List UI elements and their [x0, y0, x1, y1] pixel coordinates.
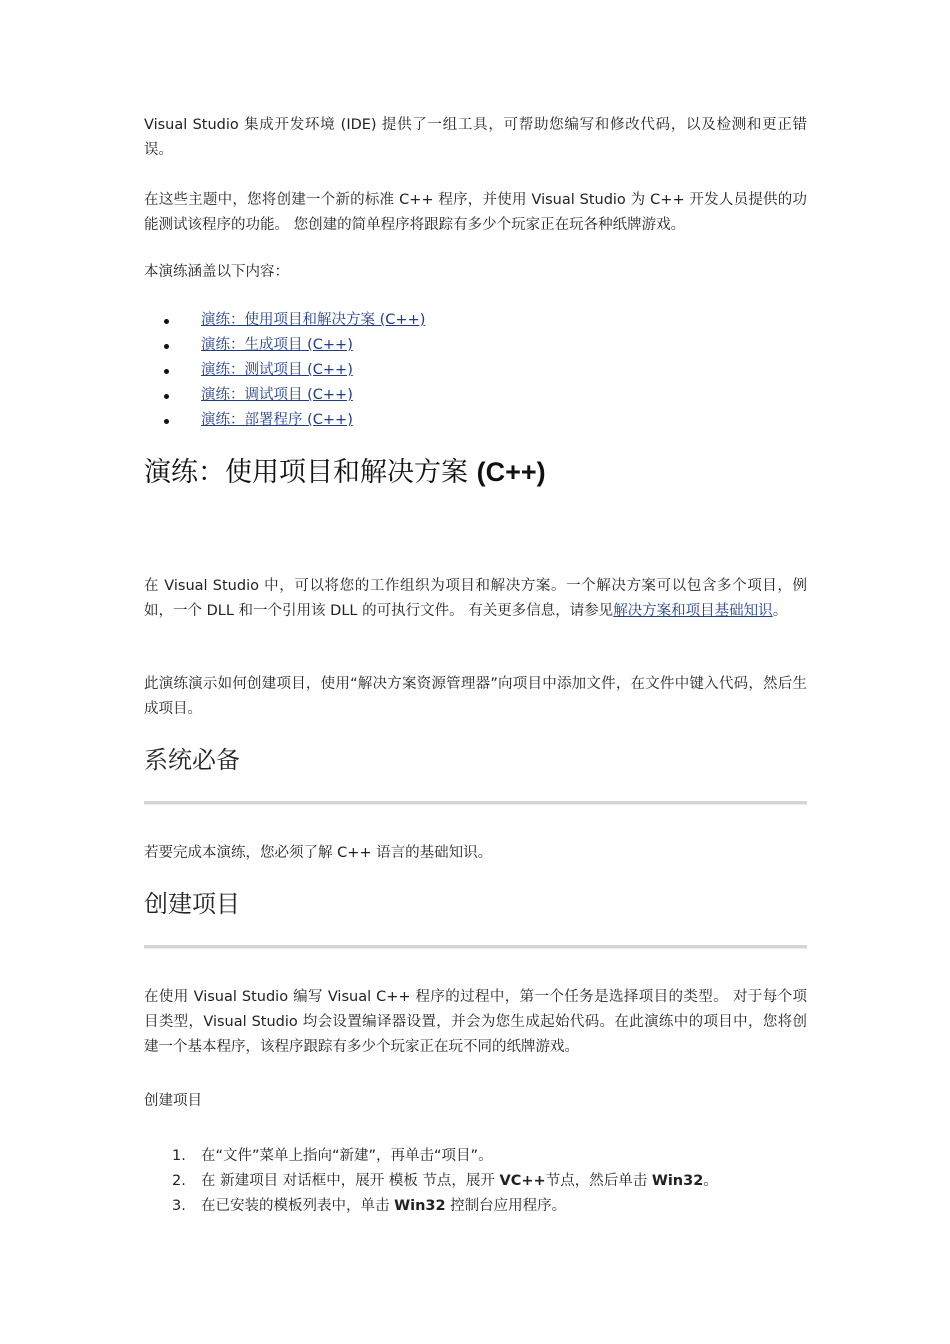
section-paragraph-2: 此演练演示如何创建项目，使用“解决方案资源管理器”向项目中添加文件，在文件中键入代码，然后生成项目。 [144, 676, 807, 717]
section-title-main: 演练：使用项目和解决方案 [144, 457, 468, 488]
bullet-icon [164, 394, 169, 399]
step-number: 1. [172, 1148, 186, 1164]
toc-link-projects-solutions[interactable]: 演练：使用项目和解决方案 (C++) [201, 312, 426, 328]
solutions-basics-link[interactable]: 解决方案和项目基础知识 [613, 603, 773, 619]
create-subheading: 创建项目 [144, 1093, 202, 1109]
divider [144, 801, 807, 805]
intro-paragraph-2: 在这些主题中，您将创建一个新的标准 C++ 程序，并使用 Visual Studio 为 C++ 开发人员提供的功能测试该程序的功能。 您创建的简单程序将跟踪有多少个玩家正在玩各种纸牌游戏。 [144, 192, 807, 233]
step-number: 2. [172, 1173, 186, 1189]
step-text: 在已安装的模板列表中，单击 Win32 控制台应用程序。 [201, 1198, 567, 1214]
section-paragraph-1-end: 。 [772, 603, 788, 619]
section-title-suffix: (C++) [476, 457, 546, 487]
toc-link-deploy[interactable]: 演练：部署程序 (C++) [201, 412, 353, 428]
step-text: 在“文件”菜单上指向“新建”，再单击“项目”。 [201, 1148, 493, 1164]
step-text: 在 新建项目 对话框中，展开 模板 节点，展开 VC++节点，然后单击 Win32。 [201, 1173, 718, 1189]
section-paragraph-1-text: 在 Visual Studio 中，可以将您的工作组织为项目和解决方案。一个解决方案可以包含多个项目，例如，一个 DLL 和一个引用该 DLL 的可执行文件。 有关更多信息，请参见 [144, 578, 807, 619]
divider [144, 945, 807, 949]
bullet-icon [164, 319, 169, 324]
section-title [144, 452, 546, 493]
prereq-heading: 系统必备 [144, 746, 240, 774]
intro-paragraph-1: Visual Studio 集成开发环境 (IDE) 提供了一组工具，可帮助您编写和修改代码，以及检测和更正错误。 [144, 117, 807, 158]
toc-link-test[interactable]: 演练：测试项目 (C++) [201, 362, 353, 378]
toc-link-build[interactable]: 演练：生成项目 (C++) [201, 337, 353, 353]
step-number: 3. [172, 1198, 186, 1214]
bullet-icon [164, 419, 169, 424]
create-text: 在使用 Visual Studio 编写 Visual C++ 程序的过程中，第一个任务是选择项目的类型。 对于每个项目类型，Visual Studio 均会设置编译器设置，并会为您生成起始代码。在此演练中的项目中，您将创建一个基本程序，该程序跟踪有多少个玩家正在玩不同的纸牌游戏。 [144, 989, 807, 1055]
section-paragraph-1 [144, 574, 807, 624]
prereq-text: 若要完成本演练，您必须了解 C++ 语言的基础知识。 [144, 845, 493, 861]
bullet-icon [164, 344, 169, 349]
intro-paragraph-3: 本演练涵盖以下内容： [144, 264, 289, 280]
create-heading: 创建项目 [144, 890, 240, 918]
bullet-icon [164, 369, 169, 374]
toc-link-debug[interactable]: 演练：调试项目 (C++) [201, 387, 353, 403]
